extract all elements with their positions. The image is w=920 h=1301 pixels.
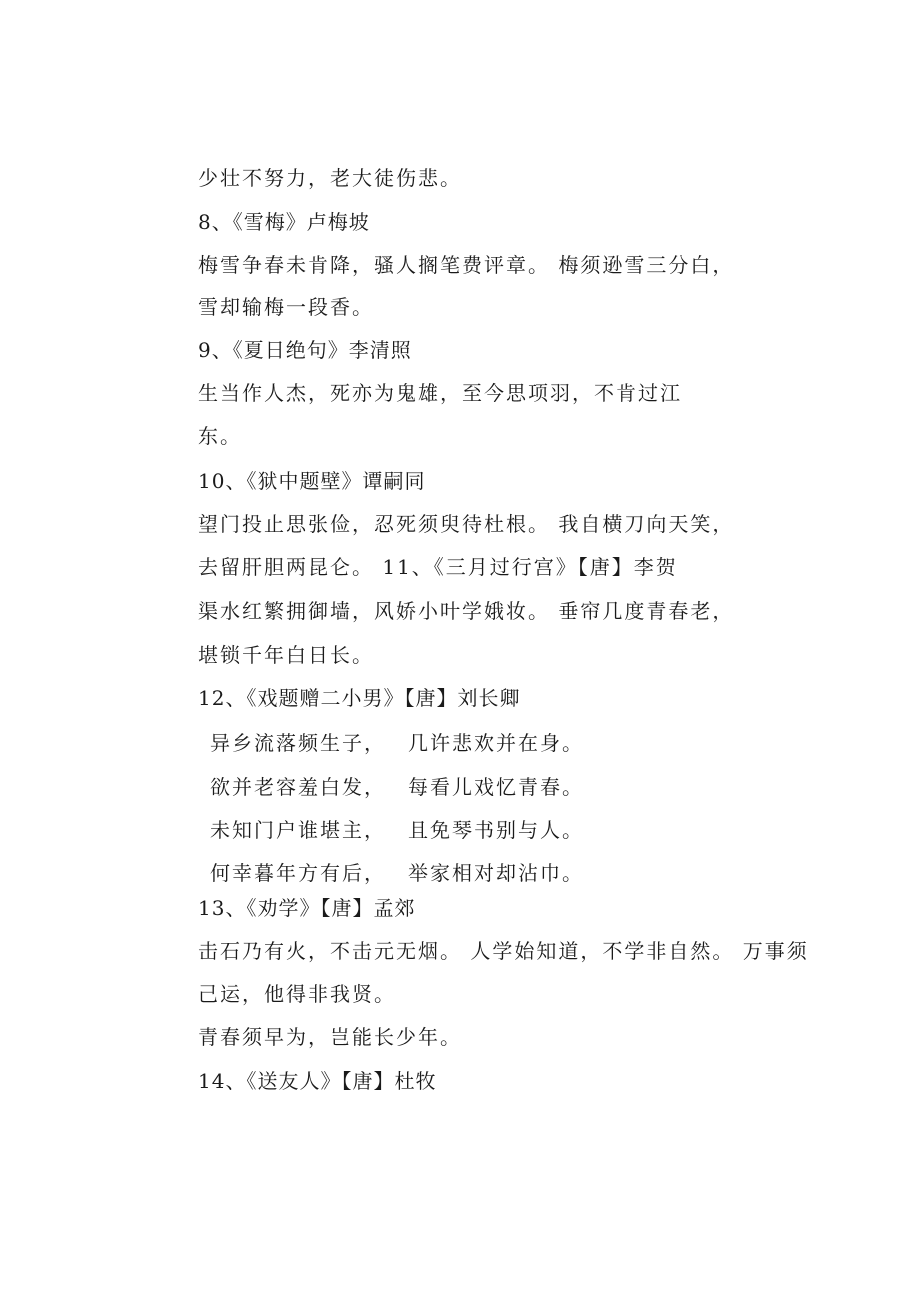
poem-title: 14、《送友人》【唐】杜牧 [198,1069,437,1093]
poem-title: 9、《夏日绝句》李清照 [198,338,412,362]
poem-line: 生当作人杰，死亦为鬼雄，至今思项羽，不肯过江 [198,381,682,405]
poem-line: 少壮不努力，老大徒伤悲。 [198,166,462,190]
poem-line: 渠水红繁拥御墙，风娇小叶学娥妆。 垂帘几度青春老， [198,599,735,623]
poem-line: 去留肝胆两昆仑。 11、《三月过行宫》【唐】李贺 [198,555,678,579]
verse-first-half: 异乡流落频生子， [210,731,386,755]
verse-second-half: 且免琴书别与人。 [408,818,584,842]
verse-second-half: 每看儿戏忆青春。 [408,775,584,799]
verse-couplet [210,775,584,799]
poem-line: 堪锁千年白日长。 [198,643,374,667]
verse-couplet [210,861,584,885]
verse-first-half: 未知门户谁堪主， [210,818,386,842]
poem-line: 东。 [198,424,242,448]
poem-line: 青春须早为，岂能长少年。 [198,1025,462,1049]
verse-couplet [210,818,584,842]
poem-title: 8、《雪梅》卢梅坡 [198,210,370,234]
poem-title: 10、《狱中题壁》谭嗣同 [198,469,426,493]
poem-line: 击石乃有火，不击元无烟。 人学始知道，不学非自然。 万事须 [198,939,809,963]
poem-line: 望门投止思张俭，忍死须臾待杜根。 我自横刀向天笑， [198,512,735,536]
verse-second-half: 几许悲欢并在身。 [408,731,584,755]
poem-title: 13、《劝学》【唐】孟郊 [198,896,416,920]
verse-first-half: 何幸暮年方有后， [210,861,386,885]
verse-couplet [210,731,584,755]
verse-first-half: 欲并老容羞白发， [210,775,386,799]
poem-line: 梅雪争春未肯降，骚人搁笔费评章。 梅须逊雪三分白， [198,253,735,277]
poem-title: 12、《戏题赠二小男》【唐】刘长卿 [198,686,521,710]
poem-line: 己运，他得非我贤。 [198,982,396,1006]
verse-second-half: 举家相对却沾巾。 [408,861,584,885]
poem-line: 雪却输梅一段香。 [198,295,374,319]
